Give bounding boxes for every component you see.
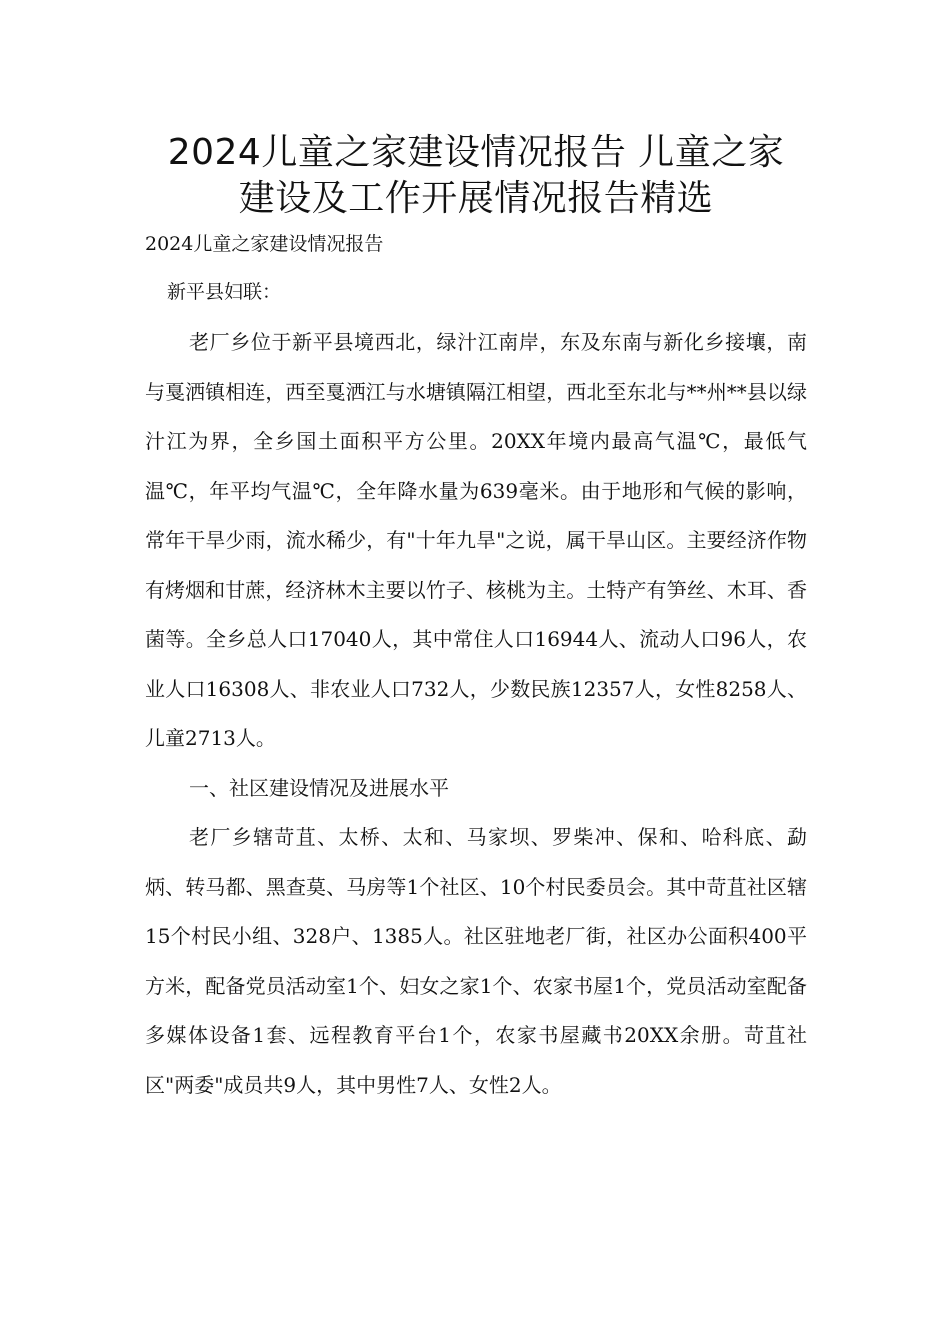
- title-line-1: 2024儿童之家建设情况报告 儿童之家: [167, 132, 785, 173]
- document-subtitle: 2024儿童之家建设情况报告: [145, 233, 384, 255]
- document-title: [145, 130, 807, 222]
- salutation: 新平县妇联：: [167, 281, 282, 303]
- paragraph-intro: 老厂乡位于新平县境西北，绿汁江南岸，东及东南与新化乡接壤，南与戛洒镇相连，西至戛洒江与水塘镇隔江相望，西北至东北与**州**县以绿汁江为界，全乡国土面积平方公里。20XX年境内最高气温℃，最低气温℃，年平均气温℃，全年降水量为639毫米。由于地形和气候的影响，常年干旱少雨，流水稀少，有"十年九旱"之说，属干旱山区。主要经济作物有烤烟和甘蔗，经济林木主要以竹子、核桃为主。土特产有笋丝、木耳、香菌等。全乡总人口17040人，其中常住人口16944人、流动人口96人，农业人口16308人、非农业人口732人，少数民族12357人，女性8258人、儿童2713人。: [145, 330, 807, 750]
- document-page: [145, 130, 807, 1110]
- title-line-2: 建设及工作开展情况报告精选: [238, 178, 714, 219]
- section-heading: 一、社区建设情况及进展水平: [189, 775, 449, 800]
- paragraph-community: 老厂乡辖苛苴、太桥、太和、马家坝、罗柴冲、保和、哈科底、勐炳、转马都、黑查莫、马房等1个社区、10个村民委员会。其中苛苴社区辖15个村民小组、328户、1385人。社区驻地老厂街，社区办公面积400平方米，配备党员活动室1个、妇女之家1个、农家书屋1个，党员活动室配备多媒体设备1套、远程教育平台1个，农家书屋藏书20XX余册。苛苴社区"两委"成员共9人，其中男性7人、女性2人。: [145, 825, 807, 1097]
